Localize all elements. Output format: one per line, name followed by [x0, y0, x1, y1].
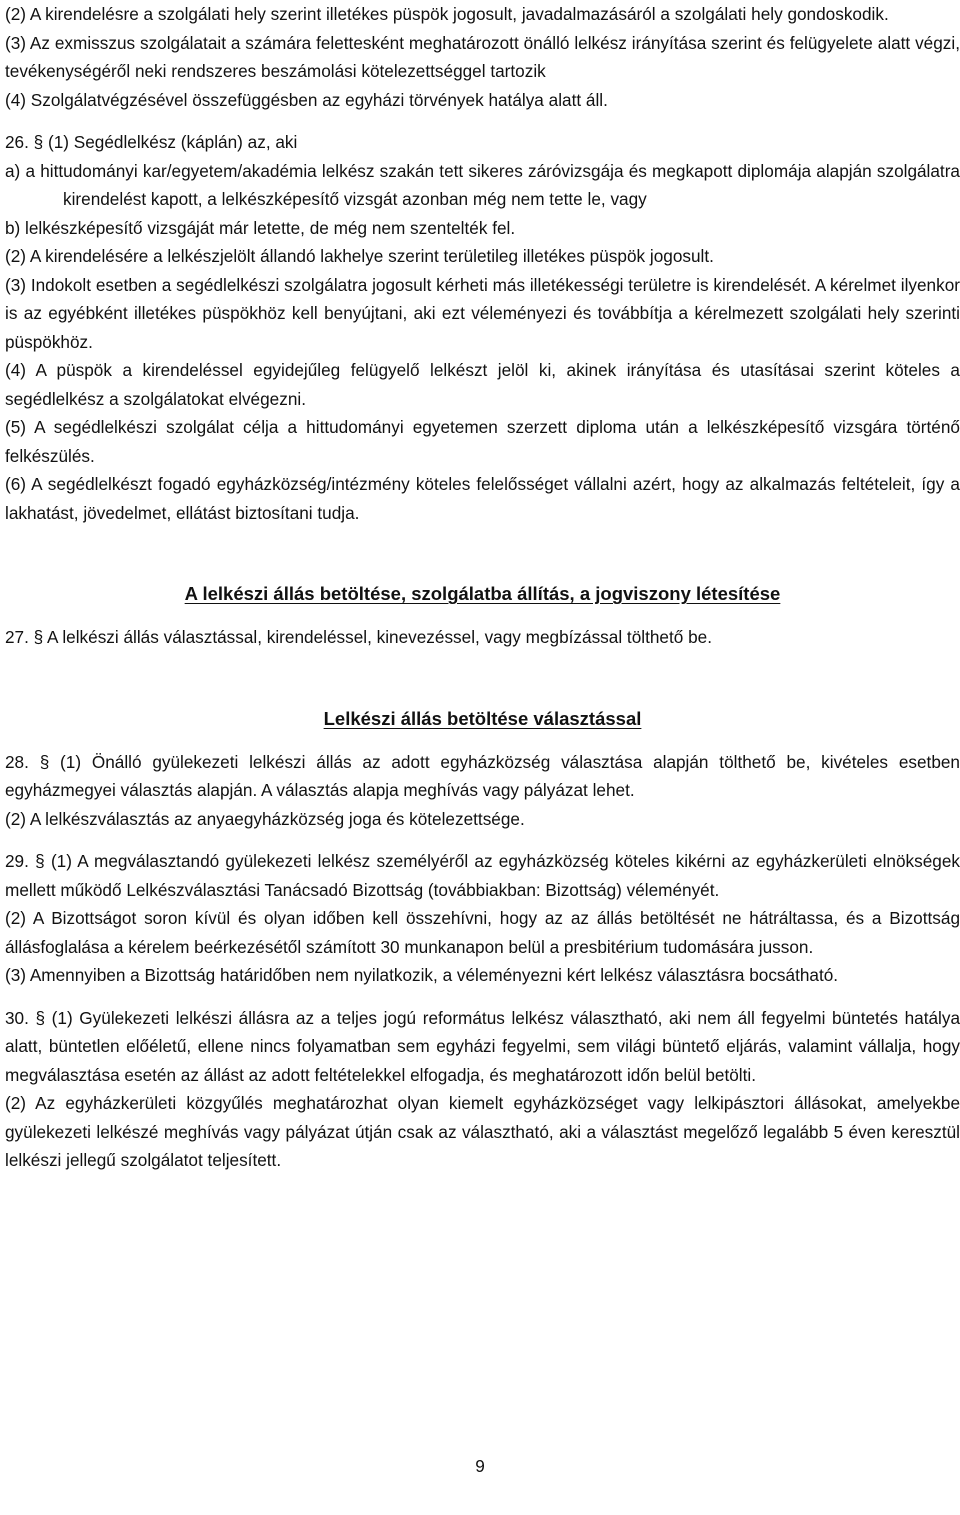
- paragraph-2-kirendeles: (2) A kirendelésre a szolgálati hely szerint illetékes püspök jogosult, javadalmazásáról a szolgálati hely gondoskodik.: [5, 4, 889, 24]
- spacer: [5, 734, 960, 748]
- spacer: [5, 114, 960, 128]
- section-26-paragraph-5: (5) A segédlelkészi szolgálat célja a hittudományi egyetemen szerzett diploma után a lelkészképesítő vizsgára történő felkészülés.: [5, 417, 960, 466]
- paragraph-3-exmisszus: (3) Az exmisszus szolgálatait a számára felettesként meghatározott önálló lelkész irányítása szerint és felügyelete alatt végzi, tevékenységéről neki rendszeres beszámolási kötelezettséggel tartozik: [5, 32, 960, 81]
- section-30-paragraph-1: 30. § (1) Gyülekezeti lelkészi állásra az a teljes jogú református lelkész választható, aki nem áll fegyelmi büntetés hatálya alatt, büntetlen előéletű, ellene nincs folyamatban sem egyházi fegyelmi, sem világi büntető eljárás, valamint vállalja, hogy megválasztása esetén az állást az adott feltételekkel elfogadja, és meghatározott időn belül betölti.: [5, 1007, 960, 1085]
- section-26-item-a: a) a hittudományi kar/egyetem/akadémia lelkész szakán tett sikeres záróvizsgája és megkapott diplomája alapján szolgálatra kirendelést kapott, a lelkészképesítő vizsgát azonban még nem tette le, vagy: [5, 160, 960, 209]
- section-26-item-b: b) lelkészképesítő vizsgáját már letette, de még nem szentelték fel.: [5, 217, 516, 238]
- document-page: [5, 0, 960, 1175]
- section-28-paragraph-2: (2) A lelkészválasztás az anyaegyházközség joga és kötelezettsége.: [5, 808, 525, 829]
- section-26-paragraph-3: (3) Indokolt esetben a segédlelkészi szolgálatra jogosult kérheti más illetékességi területre is kirendelését. A kérelmet ilyenkor is az egyébként illetékes püspökhöz kell benyújtani, aki ezt véleményezi és továbbítja a kérelmezett szolgálati hely szerinti püspökhöz.: [5, 274, 960, 352]
- section-26-paragraph-6: (6) A segédlelkészt fogadó egyházközség/intézmény köteles felelősséget vállalni azért, hogy az alkalmazás feltételeit, így a lakhatást, jövedelmet, ellátást biztosítani tudja.: [5, 474, 960, 523]
- section-29-paragraph-3: (3) Amennyiben a Bizottság határidőben nem nyilatkozik, a véleményezni kért lelkész választásra bocsátható.: [5, 965, 839, 985]
- spacer: [5, 609, 960, 623]
- section-26-paragraph-2: (2) A kirendelésére a lelkészjelölt állandó lakhelye szerint területileg illetékes püspök jogosult.: [5, 246, 714, 266]
- section-29-paragraph-1: 29. § (1) A megválasztandó gyülekezeti lelkész személyéről az egyházközség köteles kikérni az egyházkerületi elnökségek mellett működő Lelkészválasztási Tanácsadó Bizottság (továbbiakban: Bizottság) véleményét.: [5, 851, 960, 900]
- section-27: 27. § A lelkészi állás választással, kirendeléssel, kinevezéssel, vagy megbízással tölthető be.: [5, 627, 712, 647]
- section-30-paragraph-2: (2) Az egyházkerületi közgyűlés meghatározhat olyan kiemelt egyházközséget vagy lelkipásztori állásokat, amelyekbe gyülekezeti lelkészé meghívás vagy pályázat útján csak az választható, aki a választást megelőző legalább 5 éven keresztül lelkészi jellegű szolgálatot teljesített.: [5, 1093, 960, 1170]
- spacer: [5, 652, 960, 704]
- spacer: [5, 990, 960, 1004]
- page-number: 9: [475, 1456, 485, 1476]
- section-26-intro: 26. § (1) Segédlelkész (káplán) az, aki: [5, 132, 298, 152]
- spacer: [5, 527, 960, 579]
- spacer: [5, 833, 960, 847]
- section-heading-lelkeszi-allas: A lelkészi állás betöltése, szolgálatba állítás, a jogviszony létesítése: [184, 583, 781, 604]
- section-29-paragraph-2: (2) A Bizottságot soron kívül és olyan időben kell összehívni, hogy az az állás betöltését ne hátráltassa, és a Bizottság állásfoglalása a kérelem beérkezésétől számított 30 munkanapon belül a presbitérium tudomására jusson.: [5, 908, 960, 957]
- section-28-paragraph-1: 28. § (1) Önálló gyülekezeti lelkészi állás az adott egyházközség választása alapján tölthető be, kivételes esetben egyházmegyei választás alapján. A választás alapja meghívás vagy pályázat lehet.: [5, 751, 960, 800]
- section-heading-valasztas: Lelkészi állás betöltése választással: [323, 707, 642, 729]
- section-26-paragraph-4: (4) A püspök a kirendeléssel egyidejűleg felügyelő lelkészt jelöl ki, akinek irányítása és utasításai szerint köteles a segédlelkész a szolgálatokat elvégezni.: [5, 360, 960, 409]
- paragraph-4-szolgalatvegzes: (4) Szolgálatvégzésével összefüggésben az egyházi törvények hatálya alatt áll.: [5, 89, 608, 110]
